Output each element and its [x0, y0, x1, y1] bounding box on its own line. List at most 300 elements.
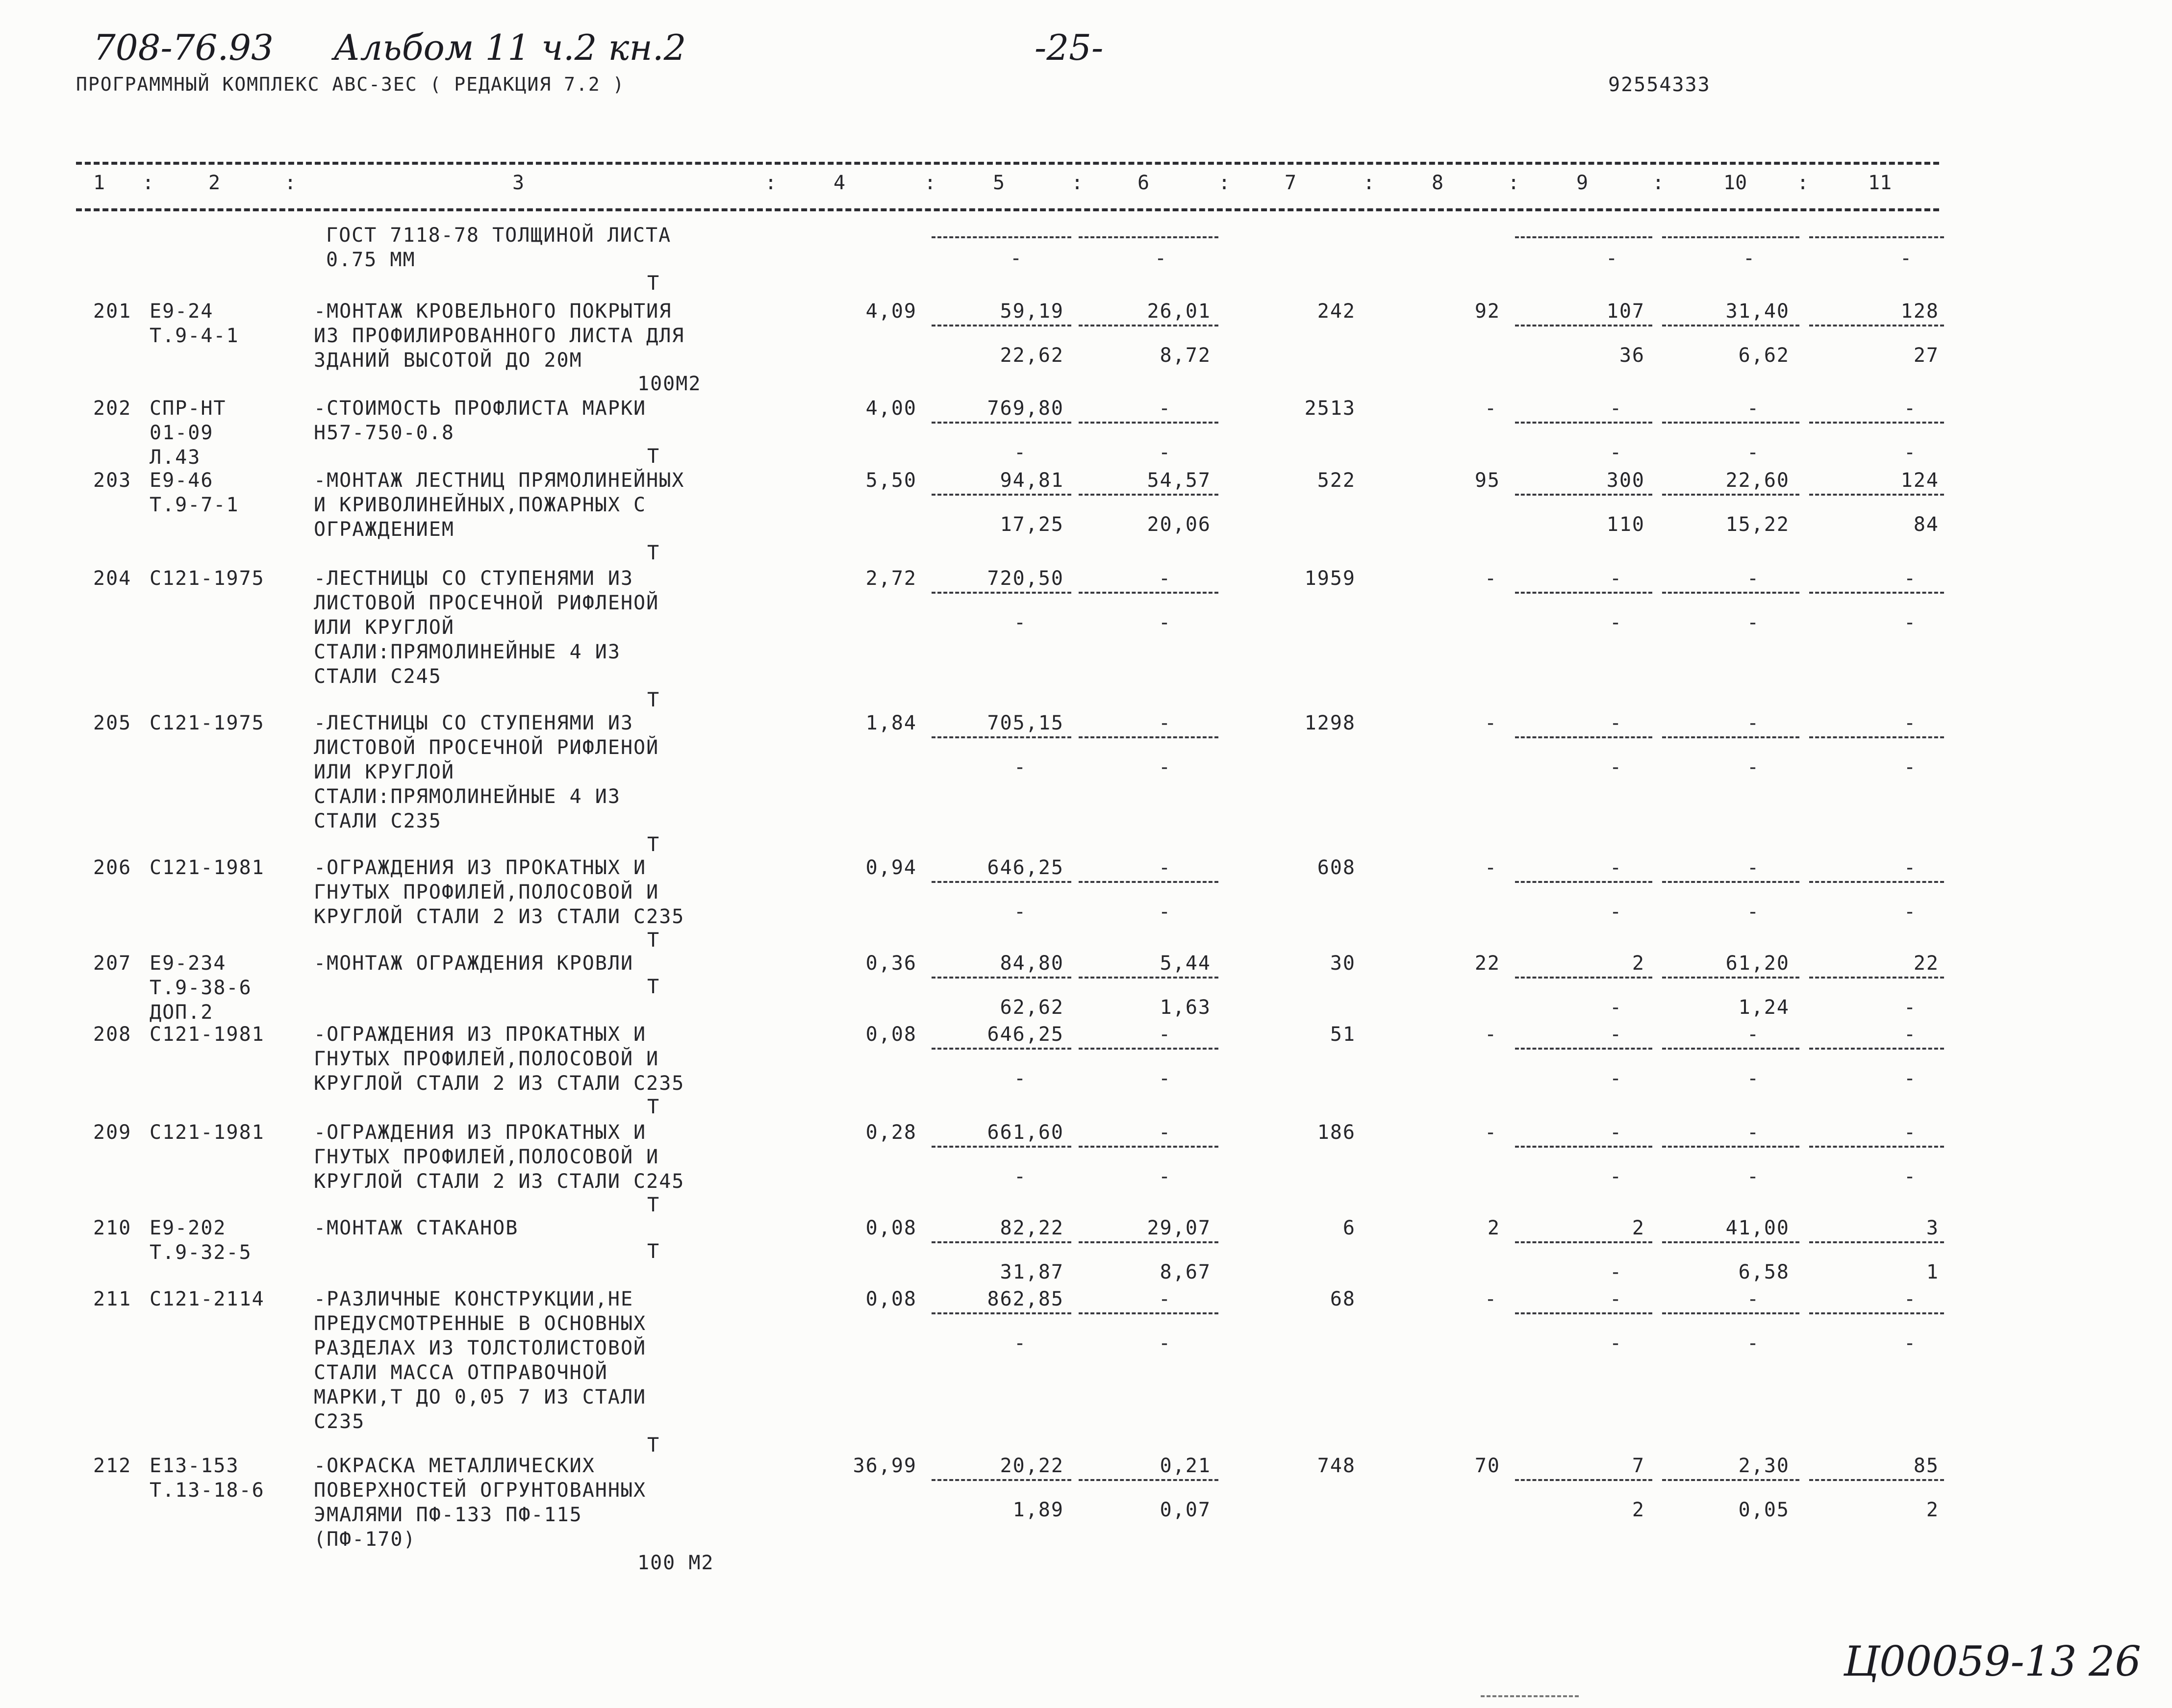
unit-of-measure: Т — [647, 1240, 660, 1263]
row-number: 201 — [93, 300, 132, 323]
value-col-9: 107 — [1606, 300, 1645, 323]
footer-marks — [1481, 1695, 1579, 1697]
unit-of-measure: Т — [647, 1096, 660, 1118]
work-description-line: ОГРАЖДЕНИЕМ — [314, 518, 455, 541]
col-header-2: 2 — [208, 172, 221, 194]
col-header-3: 3 — [512, 172, 525, 194]
value-col-10: - — [1747, 1288, 1760, 1310]
value-col-10: - — [1747, 712, 1760, 734]
work-description-line: -ЛЕСТНИЦЫ СО СТУПЕНЯМИ ИЗ — [314, 712, 634, 734]
value-col-8: - — [1485, 1121, 1498, 1144]
value-col-9: 2 — [1632, 1217, 1645, 1239]
value-col-10-bottom: - — [1747, 901, 1760, 923]
value-col-10-bottom: - — [1747, 756, 1760, 779]
value-col-10: - — [1747, 1023, 1760, 1046]
value-col-9: - — [1610, 1023, 1623, 1046]
value-col-6: - — [1159, 397, 1172, 420]
value-col-10: - — [1747, 856, 1760, 879]
divider — [1079, 592, 1218, 594]
album-label: Альбом 11 ч.2 кн.2 — [333, 27, 686, 68]
divider — [1079, 1312, 1218, 1314]
row-number: 209 — [93, 1121, 132, 1144]
col-header-11: 11 — [1868, 172, 1892, 194]
value-col-11: - — [1904, 1288, 1917, 1310]
value-col-5: 646,25 — [987, 856, 1064, 879]
value-col-9-bottom: 110 — [1606, 513, 1645, 536]
continuation-unit: Т — [647, 272, 660, 295]
divider — [1809, 1479, 1944, 1481]
price-code: СПР-НТ — [150, 397, 227, 420]
row-number: 202 — [93, 397, 132, 420]
unit-of-measure: Т — [647, 542, 660, 564]
value-col-4: 0,94 — [865, 856, 917, 879]
value-col-9-bottom: 36 — [1619, 344, 1645, 367]
divider — [1809, 422, 1944, 424]
value-col-11: - — [1904, 856, 1917, 879]
value-col-11: - — [1904, 567, 1917, 590]
divider — [932, 1048, 1071, 1050]
work-description-line: ПРЕДУСМОТРЕННЫЕ В ОСНОВНЫХ — [314, 1312, 647, 1335]
work-description-line: КРУГЛОЙ СТАЛИ 2 ИЗ СТАЛИ С235 — [314, 1072, 685, 1095]
work-description-line: КРУГЛОЙ СТАЛИ 2 ИЗ СТАЛИ С235 — [314, 905, 685, 928]
divider — [932, 736, 1071, 738]
value-col-4: 0,08 — [865, 1217, 917, 1239]
value-col-7: 68 — [1330, 1288, 1356, 1310]
divider — [932, 1146, 1071, 1148]
value-col-7: 6 — [1342, 1217, 1356, 1239]
value-col-5: 705,15 — [987, 712, 1064, 734]
work-description-line: ГНУТЫХ ПРОФИЛЕЙ,ПОЛОСОВОЙ И — [314, 1048, 659, 1070]
unit-of-measure: Т — [647, 1194, 660, 1216]
value-col-9-bottom: - — [1610, 756, 1623, 779]
value-col-10-bottom: - — [1747, 1067, 1760, 1090]
value-col-10: 22,60 — [1725, 469, 1790, 492]
value-col-10-bottom: 6,62 — [1738, 344, 1790, 367]
divider — [1515, 325, 1652, 327]
value-col-8: - — [1485, 1288, 1498, 1310]
value-col-11: 128 — [1900, 300, 1939, 323]
price-code: Е9-202 — [150, 1217, 227, 1239]
value-col-6: - — [1159, 856, 1172, 879]
continuation-c11-bottom: - — [1900, 247, 1913, 270]
work-description-line: ИЗ ПРОФИЛИРОВАННОГО ЛИСТА ДЛЯ — [314, 325, 685, 347]
divider — [1079, 325, 1218, 327]
value-col-7: 608 — [1317, 856, 1356, 879]
divider — [1662, 592, 1799, 594]
value-col-8: - — [1485, 856, 1498, 879]
value-col-5: 94,81 — [1000, 469, 1064, 492]
value-col-10-bottom: - — [1747, 1165, 1760, 1188]
value-col-5-bottom: 62,62 — [1000, 996, 1064, 1019]
value-col-5-bottom: - — [1014, 441, 1027, 464]
value-col-5: 661,60 — [987, 1121, 1064, 1144]
work-description-line: И КРИВОЛИНЕЙНЫХ,ПОЖАРНЫХ С — [314, 494, 647, 516]
value-col-11-bottom: 27 — [1913, 344, 1939, 367]
row-number: 205 — [93, 712, 132, 734]
value-col-5-bottom: - — [1014, 611, 1027, 634]
value-col-9-bottom: - — [1610, 441, 1623, 464]
divider — [932, 325, 1071, 327]
value-col-8: 95 — [1474, 469, 1500, 492]
continuation-c5-bottom: - — [1010, 247, 1023, 270]
divider — [1515, 736, 1652, 738]
value-col-6-bottom: 1,63 — [1160, 996, 1211, 1019]
work-description-line: -ЛЕСТНИЦЫ СО СТУПЕНЯМИ ИЗ — [314, 567, 634, 590]
work-description-line: -ОГРАЖДЕНИЯ ИЗ ПРОКАТНЫХ И — [314, 1121, 647, 1144]
value-col-6-bottom: 8,67 — [1160, 1261, 1211, 1283]
col-header-4: 4 — [833, 172, 846, 194]
row-number: 206 — [93, 856, 132, 879]
value-col-6-bottom: 8,72 — [1160, 344, 1211, 367]
value-col-5: 20,22 — [1000, 1455, 1064, 1477]
col-header-6: 6 — [1137, 172, 1150, 194]
work-description-line: СТАЛИ С245 — [314, 665, 442, 688]
value-col-11-bottom: - — [1904, 1067, 1917, 1090]
work-description-line: ПОВЕРХНОСТЕЙ ОГРУНТОВАННЫХ — [314, 1479, 647, 1502]
value-col-10: 31,40 — [1725, 300, 1790, 323]
value-col-9: 2 — [1632, 952, 1645, 975]
price-code: Е9-46 — [150, 469, 214, 492]
divider — [1662, 325, 1799, 327]
value-col-6: - — [1159, 567, 1172, 590]
work-description-line: ГНУТЫХ ПРОФИЛЕЙ,ПОЛОСОВОЙ И — [314, 1146, 659, 1168]
value-col-6-bottom: 20,06 — [1147, 513, 1211, 536]
value-col-5-bottom: - — [1014, 756, 1027, 779]
value-col-11-bottom: - — [1904, 901, 1917, 923]
price-code: Е9-24 — [150, 300, 214, 323]
value-col-10: 2,30 — [1738, 1455, 1790, 1477]
price-code: ДОП.2 — [150, 1001, 214, 1024]
divider — [1662, 881, 1799, 883]
price-code: Е13-153 — [150, 1455, 239, 1477]
work-description-line: -МОНТАЖ ЛЕСТНИЦ ПРЯМОЛИНЕЙНЫХ — [314, 469, 685, 492]
row-number: 212 — [93, 1455, 132, 1477]
value-col-11-bottom: 1 — [1926, 1261, 1939, 1283]
col-separator: : — [1508, 172, 1520, 194]
value-col-9: - — [1610, 1121, 1623, 1144]
value-col-11-bottom: - — [1904, 441, 1917, 464]
work-description-line: -ОКРАСКА МЕТАЛЛИЧЕСКИХ — [314, 1455, 595, 1477]
value-col-4: 4,00 — [865, 397, 917, 420]
divider — [1662, 1479, 1799, 1481]
divider — [1809, 325, 1944, 327]
divider — [1809, 977, 1944, 979]
value-col-5: 720,50 — [987, 567, 1064, 590]
value-col-11: 124 — [1900, 469, 1939, 492]
work-description-line: ЗДАНИЙ ВЫСОТОЙ ДО 20М — [314, 349, 582, 372]
value-col-11-bottom: - — [1904, 996, 1917, 1019]
divider — [1515, 881, 1652, 883]
work-description-line: КРУГЛОЙ СТАЛИ 2 ИЗ СТАЛИ С245 — [314, 1170, 685, 1193]
value-col-6: - — [1159, 1288, 1172, 1310]
handwritten-sheet-code: Ц00059-13 — [1844, 1637, 2077, 1685]
value-col-7: 30 — [1330, 952, 1356, 975]
value-col-5-bottom: - — [1014, 1165, 1027, 1188]
value-col-4: 1,84 — [865, 712, 917, 734]
value-col-4: 4,09 — [865, 300, 917, 323]
divider — [1809, 736, 1944, 738]
divider — [1515, 494, 1652, 496]
value-col-5: 646,25 — [987, 1023, 1064, 1046]
col-separator: : — [924, 172, 936, 194]
divider — [1809, 1048, 1944, 1050]
divider — [1809, 1146, 1944, 1148]
divider — [1079, 1479, 1218, 1481]
price-code: Е9-234 — [150, 952, 227, 975]
value-col-9-bottom: - — [1610, 901, 1623, 923]
divider — [1809, 494, 1944, 496]
price-code: С121-1975 — [150, 712, 265, 734]
value-col-8: - — [1485, 397, 1498, 420]
value-col-11: 22 — [1913, 952, 1939, 975]
value-col-4: 0,36 — [865, 952, 917, 975]
value-col-11: - — [1904, 712, 1917, 734]
value-col-5-bottom: 31,87 — [1000, 1261, 1064, 1283]
value-col-9-bottom: - — [1610, 1067, 1623, 1090]
value-col-9: 7 — [1632, 1455, 1645, 1477]
divider — [932, 592, 1071, 594]
divider — [1662, 1312, 1799, 1314]
divider — [1079, 1241, 1218, 1243]
price-code: Т.9-38-6 — [150, 977, 252, 999]
price-code: Л.43 — [150, 446, 201, 469]
value-col-8: - — [1485, 1023, 1498, 1046]
document-code: 708-76.93 — [93, 27, 274, 68]
value-col-10-bottom: 6,58 — [1738, 1261, 1790, 1283]
divider — [932, 1312, 1071, 1314]
unit-of-measure: Т — [647, 929, 660, 952]
col-header-8: 8 — [1432, 172, 1444, 194]
value-col-9: - — [1610, 397, 1623, 420]
value-col-8: 92 — [1474, 300, 1500, 323]
value-col-8: - — [1485, 712, 1498, 734]
value-col-5-bottom: 17,25 — [1000, 513, 1064, 536]
value-col-8: 2 — [1487, 1217, 1500, 1239]
program-line: ПРОГРАММНЫЙ КОМПЛЕКС АВС-3ЕС ( РЕДАКЦИЯ 7.2 ) — [76, 74, 625, 95]
value-col-5: 769,80 — [987, 397, 1064, 420]
value-col-9-bottom: 2 — [1632, 1499, 1645, 1521]
value-col-11-bottom: - — [1904, 756, 1917, 779]
work-description-line: ГНУТЫХ ПРОФИЛЕЙ,ПОЛОСОВОЙ И — [314, 881, 659, 904]
continuation-c6-bottom: - — [1155, 247, 1168, 270]
value-col-7: 186 — [1317, 1121, 1356, 1144]
price-code: 01-09 — [150, 422, 214, 444]
value-col-6-bottom: - — [1159, 1067, 1172, 1090]
col-separator: : — [1218, 172, 1231, 194]
value-col-6: 26,01 — [1147, 300, 1211, 323]
value-col-5-bottom: - — [1014, 1067, 1027, 1090]
continuation-text-line: 0.75 ММ — [326, 249, 416, 271]
value-col-6-bottom: - — [1159, 441, 1172, 464]
value-col-7: 748 — [1317, 1455, 1356, 1477]
divider — [1662, 1241, 1799, 1243]
value-col-8: 70 — [1474, 1455, 1500, 1477]
value-col-11: 3 — [1926, 1217, 1939, 1239]
value-col-11-bottom: 2 — [1926, 1499, 1939, 1521]
value-col-7: 242 — [1317, 300, 1356, 323]
divider — [1662, 422, 1799, 424]
value-col-7: 2513 — [1304, 397, 1356, 420]
value-col-5: 84,80 — [1000, 952, 1064, 975]
col-header-7: 7 — [1285, 172, 1297, 194]
value-col-4: 2,72 — [865, 567, 917, 590]
divider — [1809, 592, 1944, 594]
value-col-11: - — [1904, 397, 1917, 420]
divider — [932, 422, 1071, 424]
continuation-c9-bottom: - — [1606, 247, 1619, 270]
value-col-10: - — [1747, 397, 1760, 420]
col-header-1: 1 — [93, 172, 105, 194]
price-code: Т.13-18-6 — [150, 1479, 265, 1502]
value-col-5-bottom: 1,89 — [1012, 1499, 1064, 1521]
price-code: С121-1981 — [150, 1121, 265, 1144]
row-number: 204 — [93, 567, 132, 590]
divider — [1515, 422, 1652, 424]
work-description-line: РАЗДЕЛАХ ИЗ ТОЛСТОЛИСТОВОЙ — [314, 1337, 647, 1359]
work-description-line: -ОГРАЖДЕНИЯ ИЗ ПРОКАТНЫХ И — [314, 1023, 647, 1046]
divider — [1079, 494, 1218, 496]
work-description-line: -МОНТАЖ ОГРАЖДЕНИЯ КРОВЛИ — [314, 952, 634, 975]
value-col-6: - — [1159, 1023, 1172, 1046]
value-col-4: 0,28 — [865, 1121, 917, 1144]
col-separator: : — [1797, 172, 1809, 194]
work-description-line: СТАЛИ:ПРЯМОЛИНЕЙНЫЕ 4 ИЗ — [314, 785, 621, 808]
divider — [1079, 1146, 1218, 1148]
divider — [1809, 881, 1944, 883]
col-separator: : — [142, 172, 154, 194]
divider — [1515, 1241, 1652, 1243]
value-col-9: - — [1610, 856, 1623, 879]
work-description-line: ИЛИ КРУГЛОЙ — [314, 616, 455, 639]
col-separator: : — [284, 172, 297, 194]
value-col-8: 22 — [1474, 952, 1500, 975]
divider — [1662, 1146, 1799, 1148]
divider — [1515, 1146, 1652, 1148]
value-col-6-bottom: - — [1159, 756, 1172, 779]
value-col-9: 300 — [1606, 469, 1645, 492]
divider — [1809, 1312, 1944, 1314]
value-col-9: - — [1610, 567, 1623, 590]
work-description-line: СТАЛИ МАССА ОТПРАВОЧНОЙ — [314, 1361, 608, 1384]
value-col-10: 41,00 — [1725, 1217, 1790, 1239]
value-col-9-bottom: - — [1610, 1332, 1623, 1355]
work-description-line: -СТОИМОСТЬ ПРОФЛИСТА МАРКИ — [314, 397, 647, 420]
divider — [1515, 592, 1652, 594]
value-col-4: 5,50 — [865, 469, 917, 492]
value-col-5: 862,85 — [987, 1288, 1064, 1310]
document-number: 92554333 — [1608, 74, 1711, 96]
unit-of-measure: Т — [647, 976, 660, 998]
price-code: Т.9-7-1 — [150, 494, 239, 516]
divider — [1079, 977, 1218, 979]
col-separator: : — [1071, 172, 1084, 194]
divider — [1079, 422, 1218, 424]
value-col-6: 5,44 — [1160, 952, 1211, 975]
work-description-line: СТАЛИ:ПРЯМОЛИНЕЙНЫЕ 4 ИЗ — [314, 641, 621, 663]
price-code: Т.9-32-5 — [150, 1241, 252, 1264]
value-col-7: 51 — [1330, 1023, 1356, 1046]
value-col-11-bottom: - — [1904, 1332, 1917, 1355]
divider — [1079, 1048, 1218, 1050]
unit-of-measure: Т — [647, 445, 660, 468]
price-code: С121-1981 — [150, 856, 265, 879]
divider — [932, 1241, 1071, 1243]
work-description-line: -РАЗЛИЧНЫЕ КОНСТРУКЦИИ,НЕ — [314, 1288, 634, 1310]
work-description-line: (ПФ-170) — [314, 1528, 416, 1551]
value-col-6: 54,57 — [1147, 469, 1211, 492]
value-col-10-bottom: - — [1747, 611, 1760, 634]
divider — [1662, 977, 1799, 979]
divider — [932, 881, 1071, 883]
work-description-line: ЛИСТОВОЙ ПРОСЕЧНОЙ РИФЛЕНОЙ — [314, 736, 659, 759]
value-col-11: 85 — [1913, 1455, 1939, 1477]
work-description-line: С235 — [314, 1410, 365, 1433]
handwritten-page-number: -25- — [1035, 27, 1104, 68]
divider — [1662, 494, 1799, 496]
work-description-line: -МОНТАЖ СТАКАНОВ — [314, 1217, 519, 1239]
value-col-11-bottom: 84 — [1913, 513, 1939, 536]
divider — [932, 1479, 1071, 1481]
value-col-7: 1298 — [1304, 712, 1356, 734]
value-col-9-bottom: - — [1610, 611, 1623, 634]
value-col-10: 61,20 — [1725, 952, 1790, 975]
col-header-10: 10 — [1723, 172, 1747, 194]
value-col-4: 0,08 — [865, 1288, 917, 1310]
value-col-10-bottom: - — [1747, 441, 1760, 464]
value-col-6-bottom: - — [1159, 611, 1172, 634]
value-col-5: 82,22 — [1000, 1217, 1064, 1239]
price-code: Т.9-4-1 — [150, 325, 239, 347]
work-description-line: ИЛИ КРУГЛОЙ — [314, 761, 455, 783]
divider — [1079, 736, 1218, 738]
value-col-8: - — [1485, 567, 1498, 590]
divider — [932, 494, 1071, 496]
divider — [1662, 736, 1799, 738]
divider — [1515, 1048, 1652, 1050]
work-description-line: -МОНТАЖ КРОВЕЛЬНОГО ПОКРЫТИЯ — [314, 300, 672, 323]
value-col-5-bottom: - — [1014, 901, 1027, 923]
col-header-5: 5 — [993, 172, 1005, 194]
row-number: 208 — [93, 1023, 132, 1046]
divider — [1515, 977, 1652, 979]
value-col-11: - — [1904, 1121, 1917, 1144]
price-code: С121-1981 — [150, 1023, 265, 1046]
work-description-line: Н57-750-0.8 — [314, 422, 455, 444]
col-separator: : — [1652, 172, 1665, 194]
value-col-7: 522 — [1317, 469, 1356, 492]
work-description-line: -ОГРАЖДЕНИЯ ИЗ ПРОКАТНЫХ И — [314, 856, 647, 879]
continuation-text-line: ГОСТ 7118-78 ТОЛЩИНОЙ ЛИСТА — [326, 224, 672, 247]
value-col-6: 29,07 — [1147, 1217, 1211, 1239]
value-col-9-bottom: - — [1610, 1165, 1623, 1188]
unit-of-measure: 100М2 — [637, 373, 702, 395]
unit-of-measure: 100 М2 — [637, 1552, 714, 1574]
unit-of-measure: Т — [647, 689, 660, 711]
value-col-10-bottom: 0,05 — [1738, 1499, 1790, 1521]
value-col-10-bottom: 15,22 — [1725, 513, 1790, 536]
unit-of-measure: Т — [647, 833, 660, 856]
value-col-9-bottom: - — [1610, 996, 1623, 1019]
row-number: 203 — [93, 469, 132, 492]
value-col-11-bottom: - — [1904, 611, 1917, 634]
handwritten-sheet-page: 26 — [2089, 1637, 2141, 1685]
value-col-9: - — [1610, 712, 1623, 734]
value-col-6: - — [1159, 1121, 1172, 1144]
col-header-9: 9 — [1576, 172, 1589, 194]
work-description-line: МАРКИ,Т ДО 0,05 7 ИЗ СТАЛИ — [314, 1386, 647, 1408]
value-col-6: - — [1159, 712, 1172, 734]
work-description-line: ЛИСТОВОЙ ПРОСЕЧНОЙ РИФЛЕНОЙ — [314, 592, 659, 614]
